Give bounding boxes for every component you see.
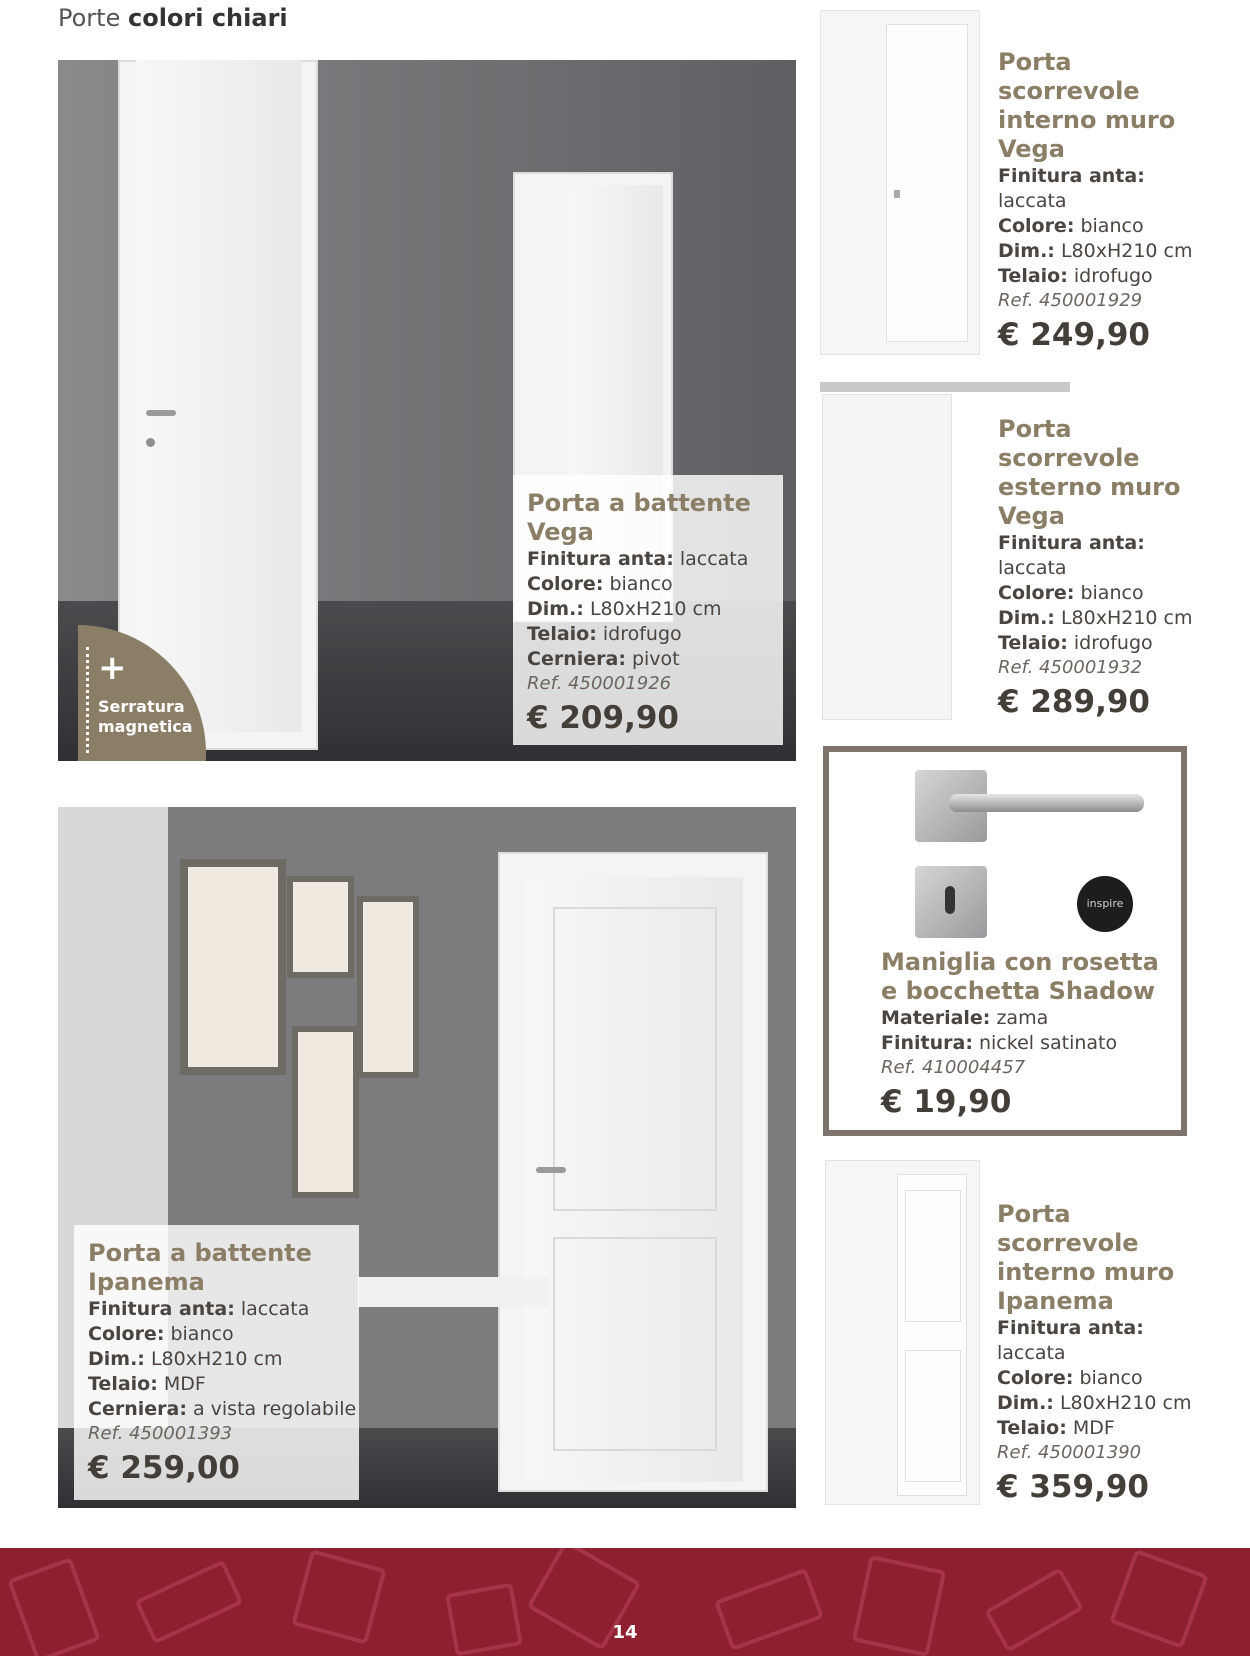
title-line: scorrevole <box>998 77 1140 105</box>
title-line: interno muro <box>998 106 1176 134</box>
title-line: Vega <box>998 502 1065 530</box>
spec-cerniera: Cerniera: a vista regolabile <box>88 1398 357 1420</box>
door-handle <box>146 410 176 416</box>
door-panel <box>905 1190 961 1322</box>
door-leaf <box>822 394 952 720</box>
handle-lever <box>949 794 1144 812</box>
product-price: € 19,90 <box>881 1084 1012 1120</box>
product-price: € 209,90 <box>527 700 679 736</box>
title-line: Porta <box>998 415 1072 443</box>
spec-materiale: Materiale: zama <box>881 1007 1049 1029</box>
title-line: Ipanema <box>997 1287 1114 1315</box>
console-table <box>358 1277 548 1307</box>
maniglia-box <box>823 746 1187 1136</box>
spec-colore: Colore: bianco <box>527 573 673 595</box>
spec-cerniera: Cerniera: pivot <box>527 648 680 670</box>
product-title <box>998 415 1238 531</box>
wall-frame <box>188 867 278 1067</box>
info-maniglia <box>881 948 1181 1122</box>
product-title <box>88 1239 345 1297</box>
title-line: Vega <box>998 135 1065 163</box>
spec-telaio: Telaio: MDF <box>88 1373 206 1395</box>
page-title <box>58 4 288 32</box>
title-line: Ipanema <box>88 1268 205 1296</box>
badge-line2: magnetica <box>98 717 193 736</box>
door-panel <box>905 1350 961 1482</box>
spec-colore: Colore: bianco <box>88 1323 234 1345</box>
product-ref: Ref. 450001929 <box>998 290 1143 311</box>
title-line: Vega <box>527 518 594 546</box>
sliding-rail <box>820 382 1070 392</box>
photo-ipanema-battente <box>58 807 796 1508</box>
door-leaf <box>886 24 968 342</box>
badge-line1: Serratura <box>98 697 185 716</box>
spec-telaio: Telaio: idrofugo <box>998 632 1153 654</box>
door-panel <box>553 907 717 1211</box>
product-price: € 259,00 <box>88 1450 240 1486</box>
title-line: scorrevole <box>997 1229 1139 1257</box>
spec-finitura: Finitura anta: laccata <box>997 1317 1144 1364</box>
spec-colore: Colore: bianco <box>998 582 1144 604</box>
spec-dim: Dim.: L80xH210 cm <box>998 240 1193 262</box>
wall-frame <box>293 882 348 972</box>
spec-dim: Dim.: L80xH210 cm <box>88 1348 283 1370</box>
badge-label <box>98 697 193 737</box>
page-title-bold: colori chiari <box>127 4 288 32</box>
spec-finitura: Finitura anta: laccata <box>998 532 1145 579</box>
keyhole-icon <box>945 886 955 914</box>
title-line: Maniglia con rosetta <box>881 948 1159 976</box>
door-lock <box>146 438 155 447</box>
spec-dim: Dim.: L80xH210 cm <box>998 607 1193 629</box>
thumb-vega-interno <box>820 10 980 355</box>
product-ref: Ref. 450001390 <box>997 1442 1142 1463</box>
title-line: e bocchetta Shadow <box>881 977 1156 1005</box>
door-panel <box>553 1237 717 1451</box>
title-line: Porta <box>997 1200 1071 1228</box>
roller-pattern-icon <box>445 1583 523 1656</box>
badge-dots <box>86 647 89 753</box>
product-title <box>881 948 1181 1006</box>
product-ref: Ref. 450001393 <box>88 1423 233 1444</box>
spec-finitura: Finitura: nickel satinato <box>881 1032 1118 1054</box>
product-vega-interno <box>998 48 1238 355</box>
product-price: € 249,90 <box>998 317 1150 353</box>
title-line: interno muro <box>997 1258 1175 1286</box>
title-line: Porta a battente <box>527 489 751 517</box>
spec-colore: Colore: bianco <box>998 215 1144 237</box>
spec-finitura: Finitura anta: laccata <box>88 1298 310 1320</box>
title-line: scorrevole <box>998 444 1140 472</box>
product-ref: Ref. 410004457 <box>881 1057 1026 1078</box>
photo-vega-battente <box>58 60 796 761</box>
page-number: 14 <box>612 1622 638 1643</box>
product-title <box>527 489 769 547</box>
spec-dim: Dim.: L80xH210 cm <box>997 1392 1192 1414</box>
wall-frame <box>298 1032 353 1192</box>
plus-icon: + <box>98 648 127 688</box>
door-leaf <box>136 60 301 732</box>
info-ipanema-battente <box>74 1225 359 1500</box>
spec-finitura: Finitura anta: laccata <box>998 165 1145 212</box>
spec-telaio: Telaio: idrofugo <box>998 265 1153 287</box>
thumb-ipanema-interno <box>825 1160 980 1505</box>
inspire-logo: inspire <box>1077 876 1133 932</box>
spec-finitura: Finitura anta: laccata <box>527 548 749 570</box>
product-vega-esterno <box>998 415 1238 722</box>
spec-telaio: Telaio: idrofugo <box>527 623 682 645</box>
product-price: € 289,90 <box>998 684 1150 720</box>
page-title-prefix: Porte <box>58 4 121 32</box>
product-ipanema-interno <box>997 1200 1237 1507</box>
product-title <box>998 48 1238 164</box>
product-ref: Ref. 450001932 <box>998 657 1143 678</box>
product-ref: Ref. 450001926 <box>527 673 672 694</box>
info-vega-battente <box>513 475 783 745</box>
door-pull <box>894 190 900 198</box>
door-handle <box>536 1167 566 1173</box>
title-line: Porta <box>998 48 1072 76</box>
title-line: esterno muro <box>998 473 1181 501</box>
spec-dim: Dim.: L80xH210 cm <box>527 598 722 620</box>
title-line: Porta a battente <box>88 1239 312 1267</box>
product-title <box>997 1200 1237 1316</box>
spec-telaio: Telaio: MDF <box>997 1417 1115 1439</box>
wall-frame <box>363 902 413 1072</box>
spec-colore: Colore: bianco <box>997 1367 1143 1389</box>
product-price: € 359,90 <box>997 1469 1149 1505</box>
